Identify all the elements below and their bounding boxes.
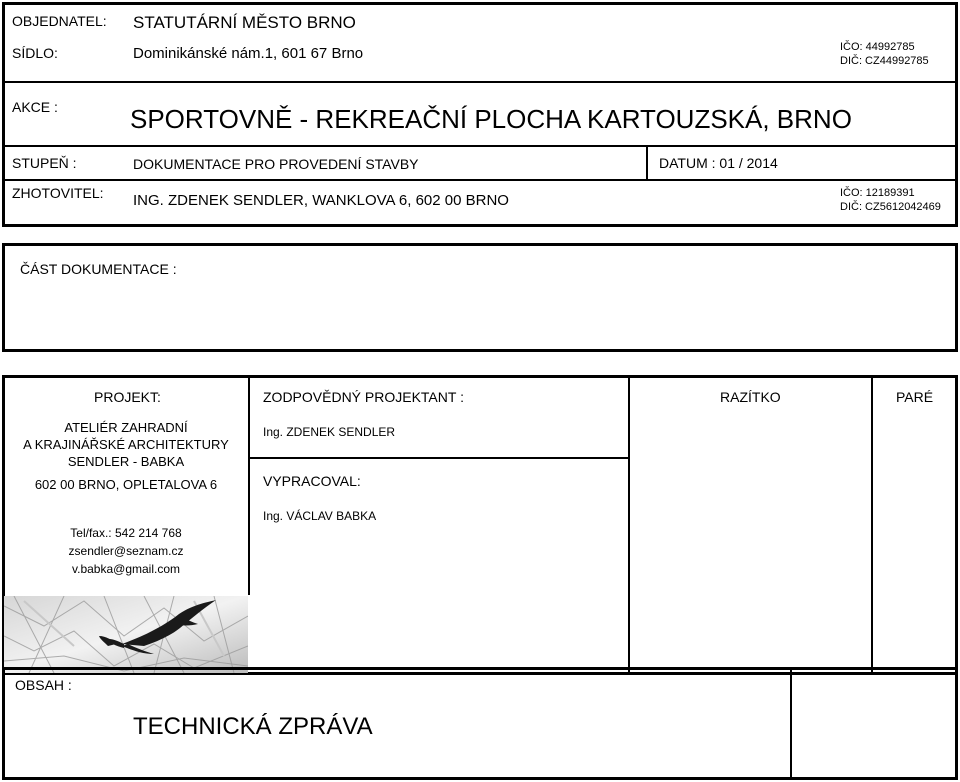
akce-value: SPORTOVNĚ - REKREAČNÍ PLOCHA KARTOUZSKÁ, BRNO — [130, 104, 852, 134]
projekt-address — [4, 419, 248, 493]
stamp-col-2 — [628, 375, 630, 675]
header-divider-1 — [2, 81, 958, 83]
razitko-label: RAZÍTKO — [720, 389, 781, 405]
part-label: ČÁST DOKUMENTACE : — [20, 261, 177, 277]
sidlo-label: SÍDLO: — [12, 45, 58, 61]
obsah-value: TECHNICKÁ ZPRÁVA — [133, 713, 373, 740]
projekt-line: ATELIÉR ZAHRADNÍ — [64, 420, 188, 435]
email-sendler: zsendler@seznam.cz — [68, 544, 184, 558]
header-divider-3 — [2, 179, 958, 181]
projekt-line: SENDLER - BABKA — [67, 454, 185, 469]
zhotovitel-dic: DIČ: CZ5612042469 — [840, 201, 941, 213]
vypracoval-name: Ing. VÁCLAV BABKA — [263, 509, 377, 523]
zhotovitel-label: ZHOTOVITEL: — [12, 185, 104, 201]
sidlo-dic: DIČ: CZ44992785 — [840, 55, 929, 67]
zhotovitel-value: ING. ZDENEK SENDLER, WANKLOVA 6, 602 00 BRNO — [133, 192, 509, 209]
sidlo-ico: IČO: 44992785 — [840, 41, 915, 53]
part-block — [2, 243, 958, 352]
zodpovedny-name: Ing. ZDENEK SENDLER — [263, 425, 396, 439]
projekt-label: PROJEKT: — [94, 389, 161, 405]
tel-fax: Tel/fax.: 542 214 768 — [70, 526, 182, 540]
bird-logo-image — [4, 596, 248, 673]
projekt-line: 602 00 BRNO, OPLETALOVA 6 — [34, 477, 218, 492]
bird-logo-svg — [4, 596, 248, 673]
email-babka: v.babka@gmail.com — [72, 562, 180, 576]
pare-label: PARÉ — [896, 389, 934, 405]
zodpovedny-label: ZODPOVĚDNÝ PROJEKTANT : — [263, 389, 464, 405]
projekt-line: A KRAJINÁŘSKÉ ARCHITEKTURY — [23, 437, 229, 452]
obsah-label: OBSAH : — [15, 677, 72, 693]
zodpovedny-divider — [248, 457, 630, 459]
vypracoval-label: VYPRACOVAL: — [263, 473, 361, 489]
datum-value: DATUM : 01 / 2014 — [659, 155, 778, 171]
stupen-value: DOKUMENTACE PRO PROVEDENÍ STAVBY — [133, 156, 419, 172]
header-divider-2 — [2, 145, 958, 147]
objednatel-value: STATUTÁRNÍ MĚSTO BRNO — [133, 13, 356, 32]
stamp-col-3 — [871, 375, 873, 675]
sidlo-value: Dominikánské nám.1, 601 67 Brno — [133, 45, 364, 62]
datum-divider — [646, 145, 648, 180]
projekt-contacts — [4, 524, 248, 578]
zhotovitel-ico: IČO: 12189391 — [840, 187, 915, 199]
stamp-col-1 — [248, 375, 250, 595]
objednatel-label: OBJEDNATEL: — [12, 13, 107, 29]
akce-label: AKCE : — [12, 99, 58, 115]
stupen-label: STUPEŇ : — [12, 155, 77, 171]
